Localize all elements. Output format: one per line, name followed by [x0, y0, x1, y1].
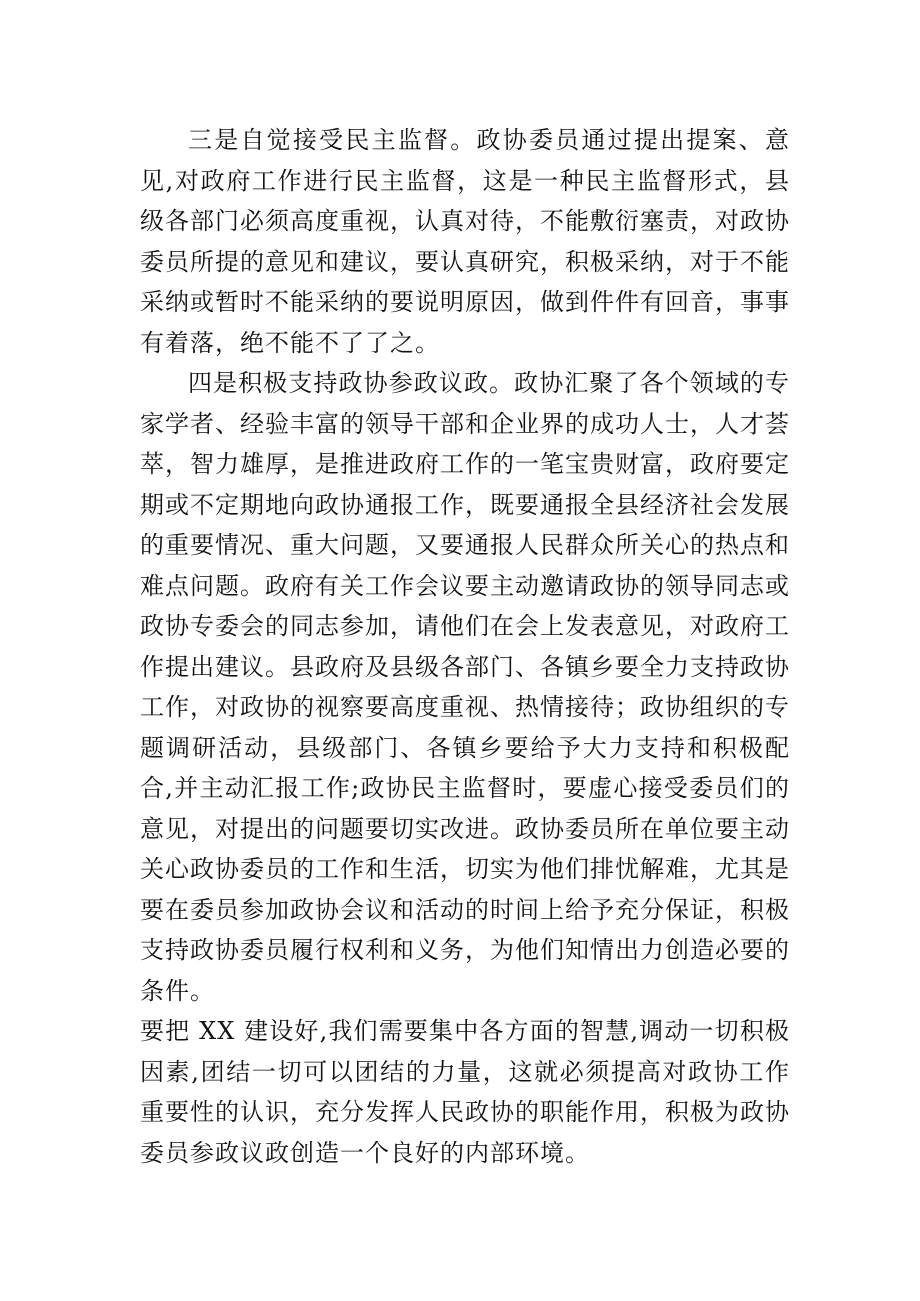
- body-text: [140, 120, 790, 1173]
- paragraph-support-participation: 四是积极支持政协参政议政。政协汇聚了各个领域的专家学者、经验丰富的领导干部和企业界的成功人士，人才荟萃，智力雄厚，是推进政府工作的一笔宝贵财富，政府要定期或不定期地向政协通报工作，既要通报全县经济社会发展的重要情况、重大问题，又要通报人民群众所关心的热点和难点问题。政府有关工作会议要主动邀请政协的领导同志或政协专委会的同志参加，请他们在会上发表意见，对政府工作提出建议。县政府及县级各部门、各镇乡要全力支持政协工作，对政协的视察要高度重视、热情接待；政协组织的专题调研活动，县级部门、各镇乡要给予大力支持和积极配合,并主动汇报工作;政协民主监督时，要虚心接受委员们的意见，对提出的问题要切实改进。政协委员所在单位要主动关心政协委员的工作和生活，切实为他们排忧解难，尤其是要在委员参加政协会议和活动的时间上给予充分保证，积极支持政协委员履行权利和义务，为他们知情出力创造必要的条件。: [140, 369, 790, 1005]
- paragraph-democratic-supervision: 三是自觉接受民主监督。政协委员通过提出提案、意见,对政府工作进行民主监督，这是一种民主监督形式，县级各部门必须高度重视，认真对待，不能敷衍塞责，对政协委员所提的意见和建议，要认真研究，积极采纳，对于不能采纳或暂时不能采纳的要说明原因，做到件件有回音，事事有着落，绝不能不了了之。: [140, 126, 790, 357]
- paragraph-conclusion: 要把 XX 建设好,我们需要集中各方面的智慧,调动一切积极因素,团结一切可以团结的力量，这就必须提高对政协工作重要性的认识，充分发挥人民政协的职能作用，积极为政协委员参政议政创造一个良好的内部环境。: [140, 1017, 790, 1167]
